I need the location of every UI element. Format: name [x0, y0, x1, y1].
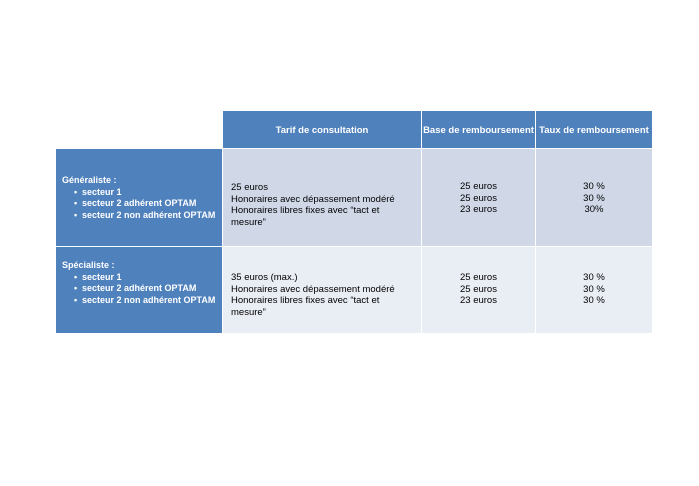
tarif-line: Honoraires avec dépassement modéré [231, 193, 395, 205]
tarif-line: 25 euros [231, 182, 268, 193]
taux-line: 30 % [583, 181, 605, 192]
taux-cell [535, 246, 652, 333]
tarif-line: Honoraires libres fixes avec “tact et mesure” [231, 205, 380, 228]
header-base [421, 111, 535, 148]
base-line: 23 euros [460, 204, 497, 215]
base-cell [421, 246, 535, 333]
header-base-label: Base de remboursement [423, 125, 534, 136]
header-taux-label: Taux de remboursement [539, 125, 649, 136]
tarif-line: 35 euros (max.) [231, 272, 298, 283]
row-header-generaliste [56, 148, 222, 246]
row-title: Spécialiste : [62, 260, 115, 270]
reimbursement-table [56, 111, 652, 333]
row-title: Généraliste : [62, 175, 117, 185]
header-tarif [222, 111, 421, 148]
sector-item: • secteur 2 adhérent OPTAM [74, 198, 222, 210]
base-line: 25 euros [460, 181, 497, 192]
tarif-cell [222, 148, 421, 246]
taux-line: 30 % [583, 272, 605, 283]
sector-item: • secteur 2 non adhérent OPTAM [74, 210, 222, 222]
sector-item: • secteur 1 [74, 187, 222, 199]
tarif-line: Honoraires libres fixes avec “tact et mesure” [231, 295, 380, 318]
header-tarif-label: Tarif de consultation [275, 125, 369, 136]
taux-line: 30% [584, 204, 604, 215]
base-line: 25 euros [460, 283, 497, 295]
sector-item: • secteur 2 adhérent OPTAM [74, 283, 222, 295]
tarif-cell [222, 246, 421, 333]
base-line: 25 euros [460, 192, 497, 204]
base-cell [421, 148, 535, 246]
taux-line: 30 % [583, 295, 605, 306]
sector-list [62, 187, 222, 222]
sector-list [62, 272, 222, 307]
base-line: 25 euros [460, 272, 497, 283]
tarif-line: Honoraires avec dépassement modéré [231, 283, 395, 295]
sector-item: • secteur 1 [74, 272, 222, 284]
table-corner-cell [56, 111, 222, 148]
taux-line: 30 % [583, 283, 605, 295]
taux-line: 30 % [583, 192, 605, 204]
taux-cell [535, 148, 652, 246]
sector-item: • secteur 2 non adhérent OPTAM [74, 295, 222, 307]
base-line: 23 euros [460, 295, 497, 306]
row-header-specialiste [56, 246, 222, 333]
header-taux [535, 111, 652, 148]
